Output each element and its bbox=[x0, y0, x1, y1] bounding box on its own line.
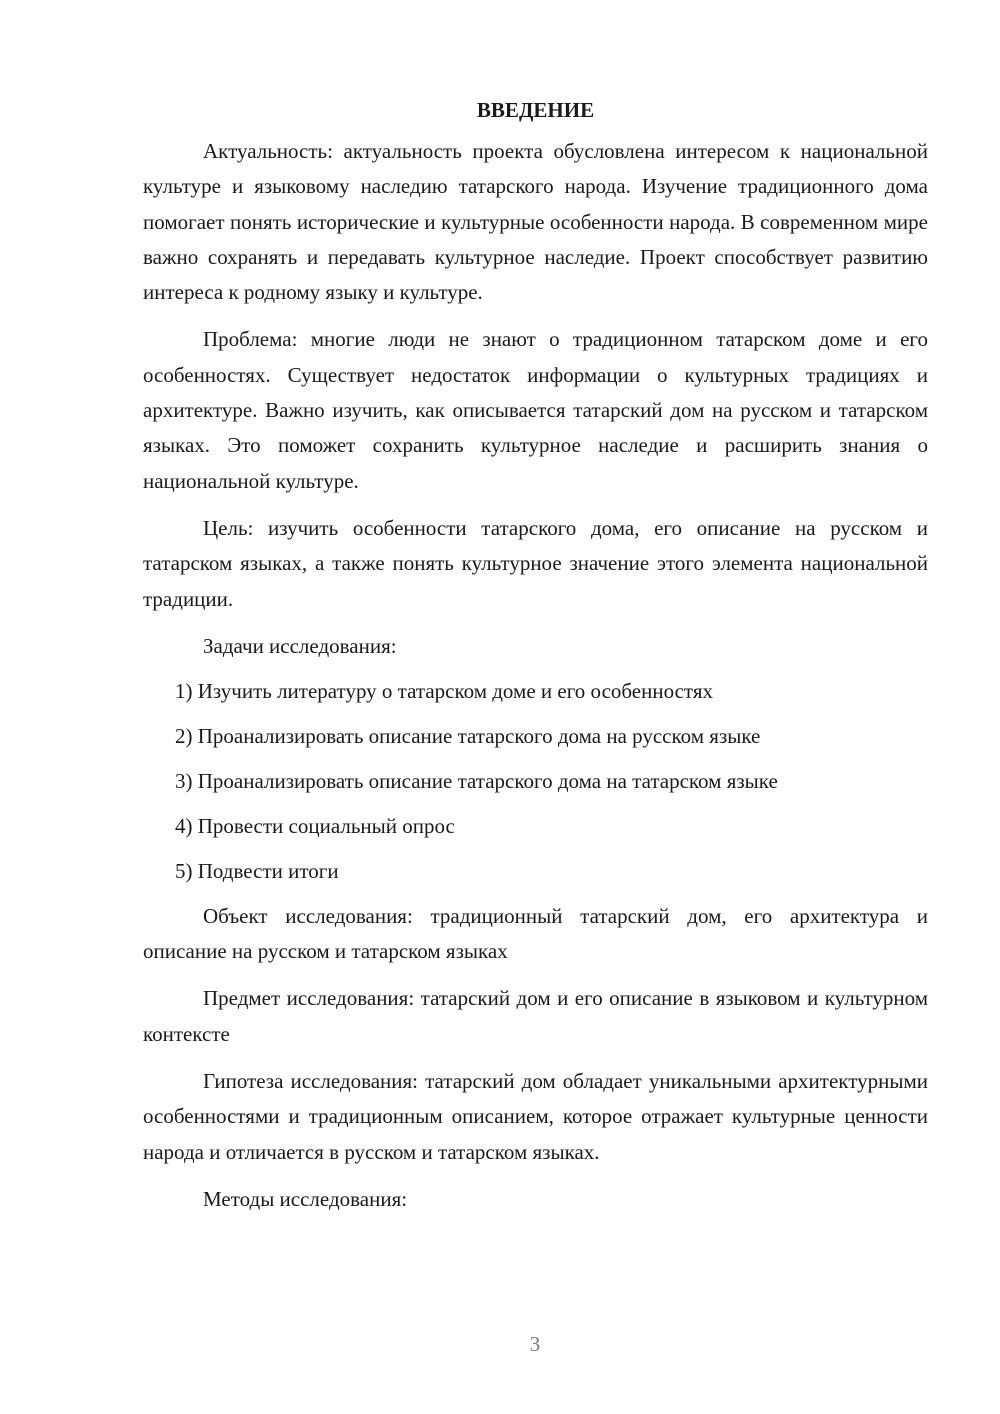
tasks-list bbox=[143, 674, 928, 889]
page-number: 3 bbox=[529, 1332, 541, 1356]
task-item: 4) Провести социальный опрос bbox=[175, 813, 455, 838]
task-item: 5) Подвести итоги bbox=[175, 858, 339, 883]
task-item: 2) Проанализировать описание татарского дома на русском языке bbox=[175, 723, 761, 748]
task-item: 3) Проанализировать описание татарского дома на татарском языке bbox=[175, 768, 778, 793]
methods-heading: Методы исследования: bbox=[203, 1186, 408, 1211]
relevance-paragraph: Актуальность: актуальность проекта обусловлена интересом к национальной культуре и языковому наследию татарского народа. Изучение традиционного дома помогает понять исторические и культурные особенности народа. В современном мире важно сохранять и передавать культурное наследие. Проект способствует развитию интереса к родному языку и культуре. bbox=[143, 139, 928, 305]
hypothesis-paragraph: Гипотеза исследования: татарский дом обладает уникальными архитектурными особенностями и традиционным описанием, которое отражает культурные ценности народа и отличается в русском и татарском языках. bbox=[143, 1069, 928, 1164]
goal-paragraph: Цель: изучить особенности татарского дома, его описание на русском и татарском языках, а также понять культурное значение этого элемента национальной традиции. bbox=[143, 515, 928, 611]
document-page bbox=[143, 93, 928, 1227]
subject-paragraph: Предмет исследования: татарский дом и его описание в языковом и культурном контексте bbox=[143, 986, 928, 1046]
tasks-heading: Задачи исследования: bbox=[203, 633, 397, 658]
object-paragraph: Объект исследования: традиционный татарский дом, его архитектура и описание на русском и татарском языках bbox=[143, 903, 928, 964]
document-title: ВВЕДЕНИЕ bbox=[476, 98, 595, 122]
problem-paragraph: Проблема: многие люди не знают о традиционном татарском доме и его особенностях. Существует недостаток информации о культурных традициях и архитектуре. Важно изучить, как описывается татарский дом на русском и татарском языках. Это поможет сохранить культурное наследие и расширить знания о национальной культуре. bbox=[143, 327, 928, 493]
task-item: 1) Изучить литературу о татарском доме и его особенностях bbox=[175, 678, 713, 703]
